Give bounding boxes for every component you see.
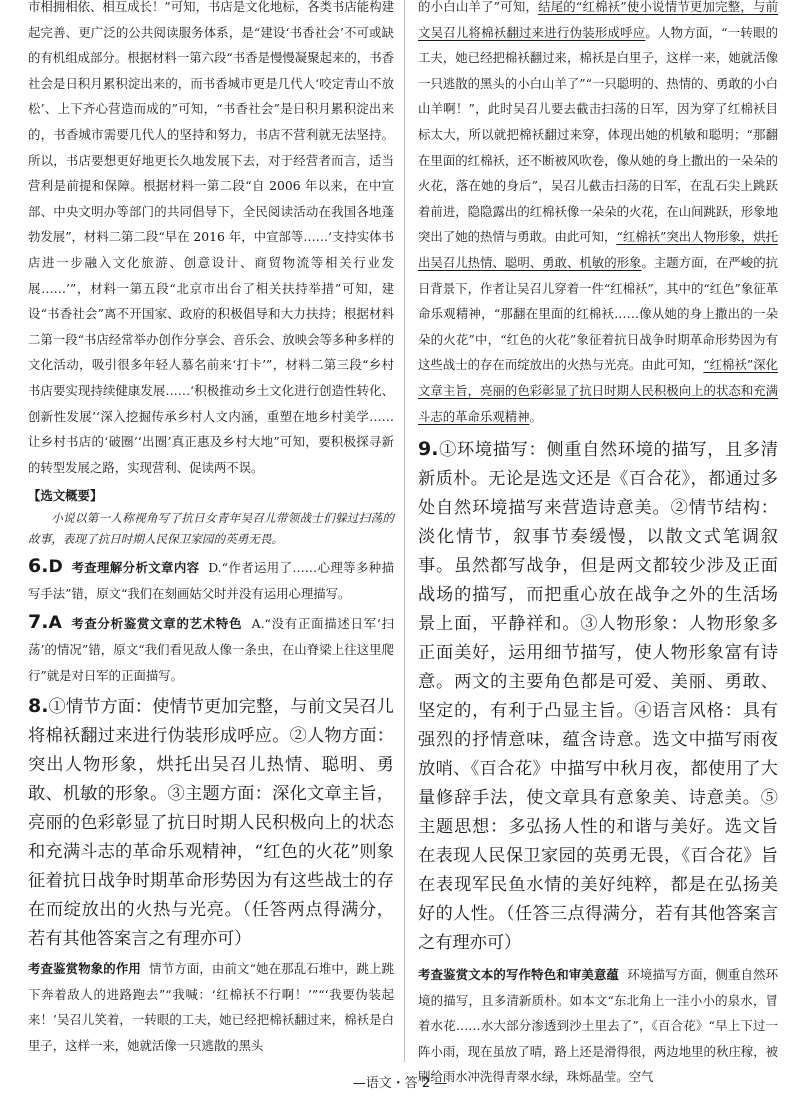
question-9-tag: 考查鉴赏文本的写作特色和审美意蕴 [418, 967, 620, 983]
question-9 [418, 435, 778, 958]
question-8-analysis-continued [418, 0, 778, 429]
question-6-answer: D [48, 557, 63, 578]
question-6-explanation: D.“作者运用了……心理等多种描写手法”错，原文“我们在刻画姑父时并没有运用心理描写。 [28, 560, 394, 601]
left-column [28, 0, 394, 1059]
question-8-detail: 情节方面，由前文“她在那乱石堆中，跳上跳下奔着敌人的进路跑去”“我喊：‘红棉袄不行啊！’”“‘我要伪装起来！’吴召儿笑着，一转眼的工夫，她已经把棉袄翻过来，棉袄是白里子，这样一来，她就活像一只逃散的黑头 [28, 961, 394, 1054]
question-7-number: 7. [28, 611, 49, 634]
question-9-analysis [418, 962, 778, 1090]
analysis-text-4: 。 [529, 408, 542, 424]
summary-heading: 【选文概要】 [28, 488, 103, 504]
question-8-answer: ①情节方面：使情节更加完整，与前文吴召儿将棉袄翻过来进行伪装形成呼应。②人物方面：突出人物形象，烘托出吴召儿热情、聪明、勇敢、机敏的形象。③主题方面：深化文章主旨，亮丽的色彩彰显了抗日时期人民积极向上的状态和充满斗志的革命乐观精神，“红色的火花”则象征着抗日战争时期革命形势因为有这些战士的存在而绽放出的火热与光亮。（任答两点得满分，若有其他答案言之有理亦可） [28, 697, 394, 950]
question-7-answer: A [48, 613, 62, 634]
question-8-analysis [28, 956, 394, 1058]
analysis-text-1: 的小白山羊了”可知， [418, 0, 539, 14]
question-7 [28, 610, 394, 688]
underlined-point-theme: “红棉袄”深化文章主旨，亮丽的色彩彰显了抗日时期人民积极向上的状态和充满斗志的革命乐观精神 [418, 357, 778, 424]
underlined-point-character: “红棉袄”突出人物形象，烘托出吴召儿热情、聪明、勇敢、机敏的形象 [418, 229, 779, 270]
question-6-tag: 考查理解分析文章内容 [71, 560, 200, 576]
summary-text: 小说以第一人称视角写了抗日女青年吴召儿带领战士们躲过扫荡的故事，表现了抗日时期人民保卫家园的英勇无畏。 [28, 511, 394, 547]
question-9-answer: ①环境描写：侧重自然环境的描写，且多清新质朴。无论是选文还是《百合花》，都通过多处自然环境描写来营造诗意美。②情节结构：淡化情节，叙事节奏缓慢，以散文式笔调叙事。虽然都写战争，但是两文都较少涉及正面战场的描写，而把重心放在战争之外的生活场景上面，平静祥和。③人物形象：人物形象多正面美好，运用细节描写，使人物形象富有诗意。两文的主要角色都是可爱、美丽、勇敢、坚定的，有利于凸显主旨。④语言风格：具有强烈的抒情意味，蕴含诗意。选文中描写雨夜放哨、《百合花》中描写中秋月夜，都使用了大量修辞手法，使文章具有意象美、诗意美。⑤主题思想：多弘扬人性的和谐与美好。选文旨在表现人民保卫家园的英勇无畏，《百合花》旨在表现军民鱼水情的美好纯粹，都是在弘扬美好的人性。（任答三点得满分，若有其他答案言之有理亦可） [418, 440, 778, 954]
page-footer: —语文・答 2 — [352, 1076, 448, 1091]
question-9-number: 9. [418, 438, 439, 461]
question-9-detail: 环境描写方面，侧重自然环境的描写，且多清新质朴。如本文“东北角上一洼小小的泉水，冒着水花……水大部分渗透到沙土里去了”，《百合花》“早上下过一阵小雨，现在虽放了晴，路上还是滑得很，两边地里的秋庄稼，被刷给雨水冲洗得青翠水绿，珠烁晶莹。空气 [418, 967, 778, 1085]
underlined-point-plot: 结尾的“红棉袄”使小说情节更加完整，与前文吴召儿将棉袄翻过来进行伪装形成呼应 [418, 0, 778, 40]
question-8 [28, 692, 394, 954]
analysis-text-3: 。主题方面，在严峻的抗日背景下，作者让吴召儿穿着一件“红棉袄”，其中的“红色”象征革命乐观精神，“那翻在里面的红棉袄……像从她的身上撒出的一朵朵的火花”中，“红色的火花”象征着抗日战争时期革命形势因为有这些战士的存在而绽放出的火热与光亮。由此可知， [418, 254, 779, 373]
question-8-tag: 考查鉴赏物象的作用 [28, 961, 141, 977]
analysis-text-2: 。人物方面，“一转眼的工夫，她已经把棉袄翻过来，棉袄是白里子，这样一来，她就活像一只逃散的黑头的小白山羊了”“一只聪明的、热情的、勇敢的小白山羊啊！”，此时吴召儿要去截击扫荡的日军，因为穿了红棉袄目标太大，所以就把棉袄翻过来穿，体现出她的机敏和聪明；“那翻在里面的红棉袄，还不断被风吹卷，像从她的身上撒出的一朵朵的火花，落在她的身后”，吴召儿截击扫荡的日军，在乱石尖上跳跃着前进，隐隐露出的红棉袄像一朵朵的火花，在山间跳跃，形象地突出了她的热情与勇敢。由此可知， [418, 24, 778, 245]
question-8-number: 8. [28, 695, 49, 718]
column-divider [404, 0, 405, 1062]
material-analysis-text: 市相拥相依、相互成长！”可知，书店是文化地标，各类书店能构建起完善、更广泛的公共阅读服务体系，是“建设‘书香社会’不可或缺的有机组成部分。根据材料一第六段“书香是慢慢凝聚起来的，书香社会是日积月累积淀出来的，而书香城市更是几代人‘咬定青山不放松’、上下齐心营造而成的”可知，“书香社会”是日积月累积淀出来的，书香城市需要几代人的坚持和努力，书店不营利就无法坚持。所以，书店要想更好地更长久地发展下去，对于经营者而言，适当营利是前提和保障。根据材料一第二段“自 2006 年以来，在中宣部、中央文明办等部门的共同倡导下，全民阅读活动在我国各地蓬勃发展”，材料二第二段“早在 2016 年，中宣部等……‘支持实体书店进一步融入文化旅游、创意设计、商贸物流等相关行业发展……’”，材料一第五段“北京市出台了相关扶持举措”可知，建设“书香社会”离不开国家、政府的积极倡导和大力扶持；根据材料二第一段“书店经常举办创作分享会、音乐会、放映会等多种多样的文化活动，吸引很多年轻人慕名前来‘打卡’”，材料二第三段“乡村书店要实现持续健康发展……‘积极推动乡土文化进行创造性转化、创新性发展’‘深入挖掘传承乡村人文内涵，重塑在地乡村美学……让乡村书店的‘破圈’‘出圈’真正惠及乡村大地”可知，要积极探寻新的转型发展之路，实现营利、促读两不误。 [28, 0, 394, 475]
right-column [418, 0, 778, 1090]
question-7-explanation: A.“没有正面描述日军‘扫荡’的情况”错，原文“我们看见敌人像一条虫，在山脊梁上往这里爬行”就是对日军的正面描写。 [28, 616, 394, 683]
question-6-number: 6. [28, 555, 49, 578]
question-7-tag: 考查分析鉴赏文章的艺术特色 [71, 616, 243, 632]
question-6 [28, 554, 394, 606]
